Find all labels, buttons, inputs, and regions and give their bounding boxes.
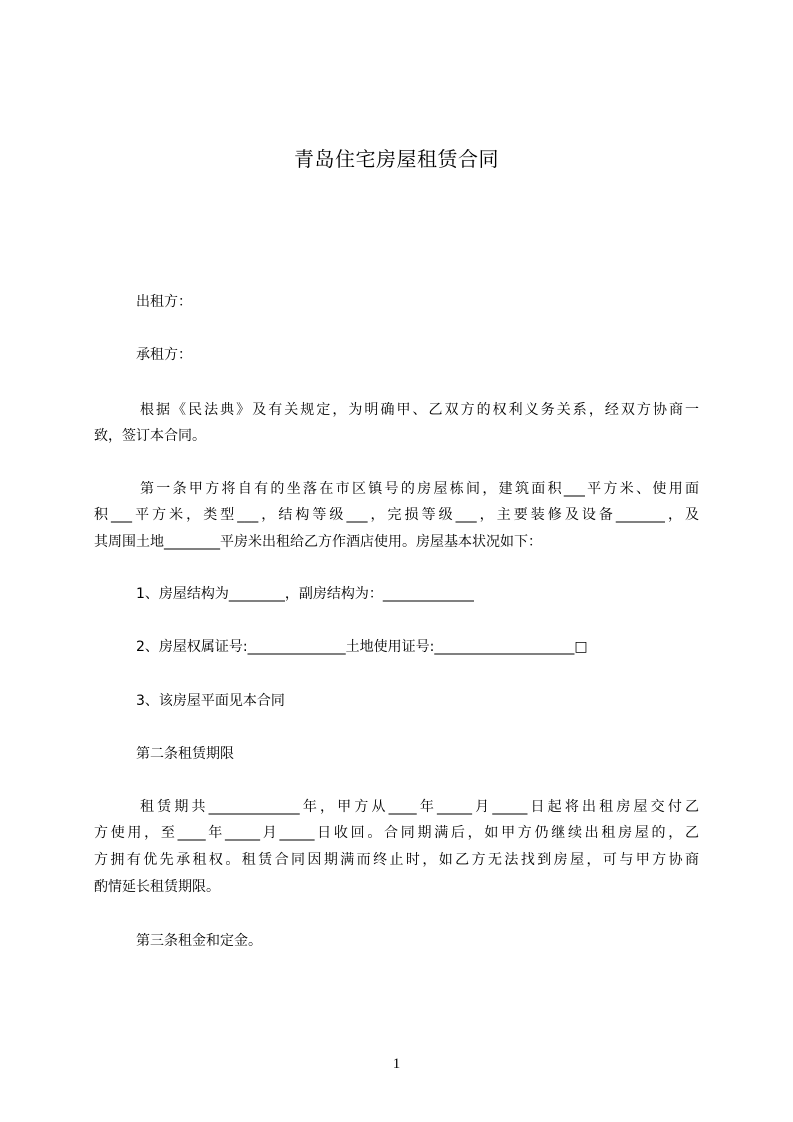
article-2-line: 方使用，至____年_____月_____日收回。合同期满后，如甲方仍继续出租房屋的，乙 [94, 825, 699, 841]
preamble-line: 根据《民法典》及有关规定，为明确甲、乙双方的权利义务关系，经双方协商一 [140, 402, 699, 418]
item-3-floor-plan: 3、该房屋平面见本合同 [136, 693, 285, 709]
article-1-line: 其周围土地________平房米出租给乙方作酒店使用。房屋基本状况如下： [94, 534, 542, 550]
article-1-line: 积___平方米，类型___，结构等级___，完损等级___，主要装修及设备_______，及 [94, 507, 699, 523]
article-2-line: 方拥有优先承租权。租赁合同因期满而终止时，如乙方无法找到房屋，可与甲方协商 [94, 852, 699, 868]
article-3-heading: 第三条租金和定金。 [136, 933, 262, 949]
document-title: 青岛住宅房屋租赁合同 [294, 147, 499, 171]
article-2-line: 租赁期共_____________年，甲方从____年_____月_____日起将出租房屋交付乙 [140, 799, 699, 815]
lessee-label: 承租方： [136, 347, 192, 363]
article-2-line: 酌情延长租赁期限。 [94, 879, 220, 895]
article-2-heading: 第二条租赁期限 [136, 746, 234, 762]
item-1-house-structure: 1、房屋结构为________，副房结构为：_____________ [136, 586, 474, 602]
article-1-line: 第一条甲方将自有的坐落在市区镇号的房屋栋间，建筑面积___平方米、使用面 [140, 481, 699, 497]
preamble-line: 致，签订本合同。 [94, 428, 206, 444]
page-number: 1 [392, 1056, 401, 1072]
item-2-ownership-certificate: 2、房屋权属证号:______________土地使用证号:____________________□ [136, 639, 588, 655]
lessor-label: 出租方： [136, 294, 192, 310]
